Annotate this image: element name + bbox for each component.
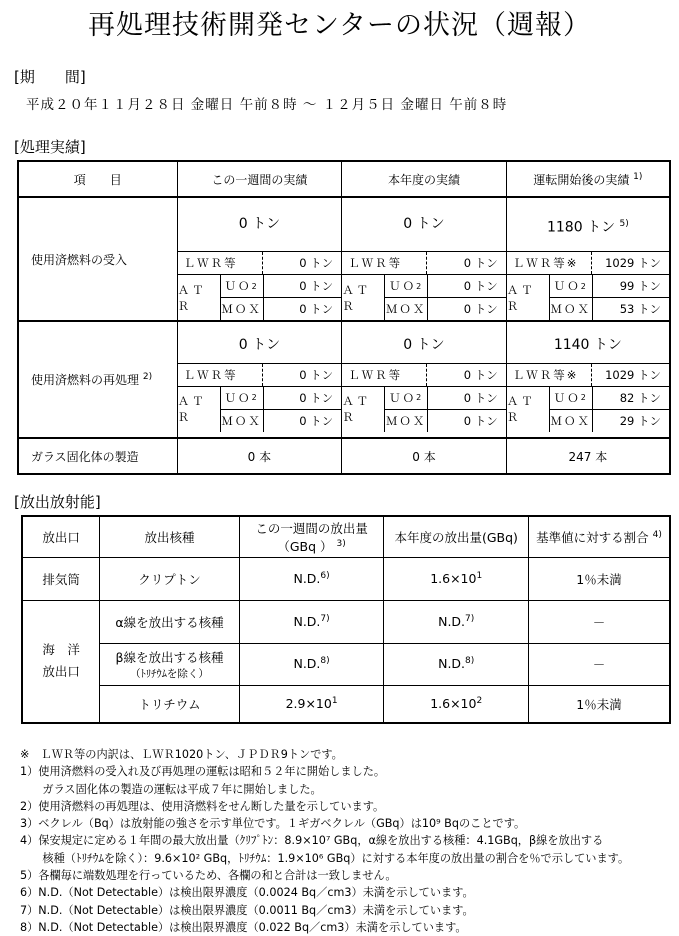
nuclide-alpha: α線を放出する核種: [100, 600, 240, 643]
footnotes: [20, 746, 629, 936]
beta-ratio: －: [529, 643, 671, 685]
header-week-emission: この一週間の放出量（GBq ） $^{3)}$: [239, 516, 384, 557]
reprocess-year: 0 トン ＬＷＲ等 0 トン ＡＴＲ ＵＯ 2 0 トン ＭＯＸ 0 トン: [342, 321, 507, 438]
note: 3）ベクレル（Bq）は放射能の強さを示す単位です。１ギガベクレル（GBq）は10⁹ Bqのことです。: [20, 817, 526, 831]
header-year: 本年度の実績: [342, 161, 507, 197]
nuclide-tritium: トリチウム: [100, 685, 240, 723]
header-week: この一週間の実績: [177, 161, 342, 197]
note: 2）使用済燃料の再処理は、使用済燃料をせん断した量を示しています。: [20, 799, 385, 813]
tritium-year: $1.6\times 10^2$: [384, 685, 529, 723]
header-year-emission: 本年度の放出量(GBq): [384, 516, 529, 557]
alpha-ratio: －: [529, 600, 671, 643]
beta-year: N.D.$^{8)}$: [384, 643, 529, 685]
tritium-week: $2.9\times 10^1$: [239, 685, 384, 723]
note: 5）各欄毎に端数処理を行っているため、各欄の和と合計は一致しません。: [20, 869, 397, 883]
emission-heading: [放出放射能]: [14, 493, 101, 511]
note: 核種（ﾄﾘﾁｳﾑを除く）：9.6×10² GBq，ﾄﾘﾁｳﾑ：1.9×10⁶ GBq）に対する本年度の放出量の割合を％で示しています。: [20, 851, 630, 865]
receipt-week: 0 トン ＬＷＲ等 0 トン ＡＴＲ ＵＯ 2 0 トン ＭＯＸ 0 トン: [177, 197, 342, 321]
emission-table: [21, 515, 671, 724]
krypton-year: $1.6\times 10^1$: [384, 557, 529, 600]
receipt-year: 0 トン ＬＷＲ等 0 トン ＡＴＲ ＵＯ 2 0 トン ＭＯＸ 0 トン: [342, 197, 507, 321]
header-item: 項 目: [18, 161, 177, 197]
alpha-year: N.D.$^{7)}$: [384, 600, 529, 643]
note: 4）保安規定に定める１年間の最大放出量（ｸﾘﾌﾟﾄﾝ：8.9×10⁷ GBq，α線を放出する核種：4.1GBq，β線を放出する: [20, 834, 604, 848]
reprocess-week: 0 トン ＬＷＲ等 0 トン ＡＴＲ ＵＯ 2 0 トン ＭＯＸ 0 トン: [177, 321, 342, 438]
krypton-week: N.D.$^{6)}$: [239, 557, 384, 600]
outlet-ocean: 海 洋 放出口: [22, 600, 100, 723]
outlet-stack: 排気筒: [22, 557, 100, 600]
glass-total: 247 本: [568, 449, 608, 464]
note: ※ ＬＷＲ等の内訳は、ＬＷＲ1020トン、ＪＰＤＲ9トンです。: [20, 748, 343, 761]
header-total: 運転開始後の実績 $^{1)}$: [506, 161, 670, 197]
processing-table: [17, 160, 671, 475]
header-ratio: 基準値に対する割合 $^{4)}$: [529, 516, 671, 557]
note: 1）使用済燃料の受入れ及び再処理の運転は昭和５２年に開始しました。: [20, 765, 386, 779]
processing-heading: [処理実績]: [14, 138, 86, 156]
krypton-ratio: 1％未満: [529, 557, 671, 600]
page-title: 再処理技術開発センターの状況（週報）: [88, 10, 591, 41]
reprocess-total: 1140 トン ＬＷＲ等※ 1029 トン ＡＴＲ ＵＯ 2 82 トン ＭＯＸ 29 トン: [506, 321, 670, 438]
nuclide-krypton: クリプトン: [100, 557, 240, 600]
note: 7）N.D.（Not Detectable）は検出限界濃度（0.0011 Bq／cm3）未満を示しています。: [20, 903, 474, 917]
reprocess-label: 使用済燃料の再処理 $^{2)}$: [18, 321, 177, 438]
glass-label: ガラス固化体の製造: [18, 438, 177, 474]
note: 8）N.D.（Not Detectable）は検出限界濃度（0.022 Bq／cm3）未満を示しています。: [20, 920, 467, 934]
header-nuclide: 放出核種: [100, 516, 240, 557]
note: 6）N.D.（Not Detectable）は検出限界濃度（0.0024 Bq／cm3）未満を示しています。: [20, 886, 474, 900]
glass-week: 0 本: [177, 438, 342, 474]
tritium-ratio: 1％未満: [529, 685, 671, 723]
glass-year: 0 本: [342, 438, 507, 474]
period-text: 平成２０年１１月２８日 金曜日 午前８時 ～ １２月５日 金曜日 午前８時: [26, 97, 508, 113]
note: ガラス固化体の製造の運転は平成７年に開始しました。: [20, 782, 322, 796]
header-outlet: 放出口: [22, 516, 100, 557]
alpha-week: N.D.$^{7)}$: [239, 600, 384, 643]
beta-week: N.D.$^{8)}$: [239, 643, 384, 685]
nuclide-beta: β線を放出する核種 （ﾄﾘﾁｳﾑを除く）: [100, 643, 240, 685]
receipt-label: 使用済燃料の受入: [18, 197, 177, 321]
period-heading: [期 間]: [14, 68, 86, 86]
receipt-total: 1180 トン $^{5)}$ ＬＷＲ等※ 1029 トン ＡＴＲ ＵＯ 2 99 トン ＭＯＸ 53 トン: [506, 197, 670, 321]
